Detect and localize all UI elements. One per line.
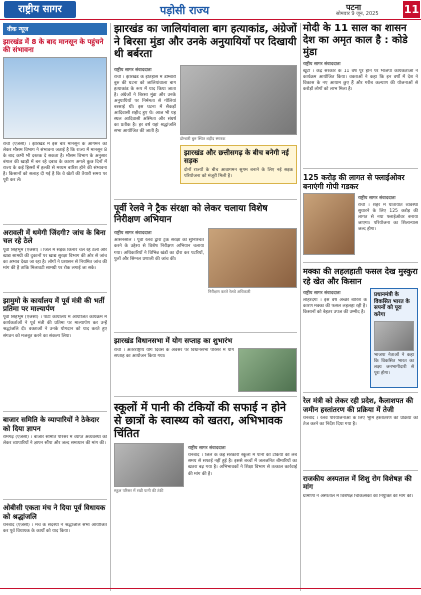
weather-headline: झारखंड में 8 के बाद मानसून के पहुंचने की संभावना — [3, 38, 104, 55]
school-byline: राष्ट्रीय सागर संवाददाता — [188, 446, 226, 452]
maize-headline: मक्का की लहलहाती फसल देख मुस्कुरा रहे खेत और किसान — [303, 267, 418, 286]
page-number: 11 — [403, 3, 420, 16]
side-box-body: भाजपा नेताओं ने कहा कि विकसित भारत का लक्ष्य जनभागीदारी से पूरा होगा। — [374, 352, 414, 376]
hospital-headline: राजकीय अस्पताल में शिशु रोग विशेषज्ञ की मांग — [303, 474, 412, 492]
weather-section-bar: वीक न्यूज — [3, 23, 107, 35]
story-headline: झामुमो के कार्यालय में पूर्व मंत्री की भर्ती प्रतिमा पर माल्यार्पण — [3, 296, 105, 313]
school-body: धनबाद । जिले के कई सरकारी स्कूलों में पानी की टंकियों की लंबे समय से सफाई नहीं हुई है। इससे बच्चों में जलजनित बीमारियों का खतरा बढ़ गया है। अभिभावकों ने शिक्षा विभाग से तत्काल कार्रवाई की मांग की है। — [188, 453, 297, 477]
lead-byline: राष्ट्रीय सागर संवाददाता — [114, 67, 152, 73]
info-box — [180, 145, 297, 184]
masthead — [0, 0, 421, 20]
divider — [303, 470, 418, 471]
divider — [114, 199, 297, 200]
center-column — [114, 23, 297, 499]
rail-story — [114, 228, 297, 328]
story-body: रामगढ़ (एजेंसी) । बाजार समिति परिसर में व्याप्त अव्यवस्था को लेकर व्यापारियों ने ज्ञापन सौंपा और जल्द समाधान की मांग की। — [3, 435, 107, 447]
yoga-body: रांची । अंतरराष्ट्रीय योग दिवस के अवसर पर विधानसभा परिसर में योग सप्ताह का आयोजन किया गया। — [114, 347, 234, 359]
lead-story — [114, 65, 297, 195]
divider — [114, 396, 297, 397]
rail-land-headline: रेल मंत्री को लेकर रही प्रदेश, कैलाशपत की जमीन हस्तांतरण की प्रक्रिया में तेजी — [303, 397, 414, 414]
side-box-photo — [374, 321, 414, 351]
divider — [303, 168, 418, 169]
lead-body: रांची । झारखंड के इतिहास में डोम्बारी बुरु की घटना को जालियांवाला बाग हत्याकांड के रूप में याद किया जाता है। अंग्रेजों ने बिरसा मुंडा और उनके अनुयायियों पर निर्ममता से गोलियां बरसाई थीं। इस घटना में सैकड़ों आदिवासी शहीद हुए थे। आज भी यह स्थल आदिवासी अस्मिता और संघर्ष का प्रतीक है। हर वर्ष यहां श्रद्धांजलि सभा आयोजित की जाती है। — [114, 74, 176, 135]
modi-headline: मोदी के 11 साल का शासन देश का अमृत काल है : कोडे मुंडा — [303, 23, 408, 58]
story-body: पूर्वी सिंहभूम (एजेंसी) । जिले में सड़क किनारे चल रहे ठेलों और खाद्य सामग्री की दुकानों पर खाद्य सुरक्षा विभाग की ओर से जांच का अभाव देखा जा रहा है। लोगों ने प्रशासन से नियमित जांच की मांग की है ताकि मिलावटी सामग्री पर रोक लगाई जा सके। — [3, 247, 107, 271]
dateline: सोमवार 9 जून, 2025 — [336, 11, 379, 17]
info-box-body: दोनों राज्यों के बीच आवागमन सुगम बनाने के लिए नई सड़क परियोजना को मंजूरी मिली है। — [184, 167, 293, 179]
weather-body: रांची (एजेंसी) । झारखंड में इस बार मानसून के आगमन को लेकर मौसम विभाग ने संभावना जताई है कि राज्य में मानसून 8 के बाद कभी भी दस्तक दे सकता है। मौसम विभाग के अनुसार बंगाल की खाड़ी में बन रहे दबाव के कारण अगले कुछ दिनों में राज्य के कई हिस्सों में हल्की से मध्यम बारिश होने की संभावना है। किसानों को सलाह दी गई है कि वे खेतों की तैयारी समय पर पूरी कर लें। — [3, 141, 107, 184]
modi-byline: राष्ट्रीय सागर संवाददाता — [303, 62, 341, 67]
left-column — [3, 23, 107, 553]
divider — [114, 332, 297, 333]
story-body: धनबाद (एजेंसी) । मंच के सदस्यों ने श्रद्धांजलि सभा आयोजित कर पूर्व विधायक के कार्यों को याद किया। — [3, 522, 107, 534]
divider — [303, 392, 418, 393]
lead-headline: झारखंड का जालियांवाला बाग हत्याकांड, अंग्रेजों ने बिरसा मुंडा और उनके अनुयायियों पर दिखायी थी बर्बरता — [114, 23, 297, 61]
rail-photo — [208, 228, 297, 288]
side-box-headline: प्रधानमंत्री के विकसित भारत के सपनों को पूरा करेगा — [374, 292, 410, 318]
flyover-story — [303, 193, 418, 258]
section-title: पड़ोसी राज्य — [160, 4, 210, 17]
water-tank-photo — [114, 443, 184, 487]
story-headline: ओबीसी एकता मंच ने दिया पूर्व विधायक को श्रद्धांजलि — [3, 504, 106, 521]
newspaper-logo: राष्ट्रीय सागर — [4, 1, 76, 18]
flyover-body: रांची । शहर में यातायात व्यवस्था सुधारने के लिए 125 करोड़ की लागत से नया फ्लाईओवर बनाया जाएगा। परियोजना का शिलान्यास जल्द होगा। — [358, 203, 418, 233]
rail-photo-caption: निरीक्षण करते रेलवे अधिकारी — [208, 289, 251, 295]
yoga-photo — [238, 348, 297, 392]
maize-body: लोहरदगा । इस वर्ष अच्छी बारिश के कारण मक्का की फसल लहलहा रही है। किसानों को बेहतर उपज की उम्मीद है। — [303, 298, 367, 316]
right-column — [303, 23, 418, 524]
flyover-byline: राष्ट्रीय सागर संवाददाता — [358, 196, 396, 201]
divider — [3, 224, 107, 225]
divider — [3, 411, 107, 412]
side-box — [370, 288, 418, 388]
weather-photo — [3, 57, 107, 139]
memorial-photo — [180, 65, 297, 135]
yoga-story — [114, 348, 297, 392]
page-footer — [0, 588, 421, 595]
column-rule — [110, 23, 111, 591]
yoga-headline: झारखंड विधानसभा में योग सप्ताह का शुभारंभ — [114, 337, 233, 346]
maize-byline: राष्ट्रीय सागर संवाददाता — [303, 291, 341, 297]
school-story — [114, 443, 297, 499]
story-headline: बाजार समिति के व्यापारियों ने ठेकेदार को दिया ज्ञापन — [3, 416, 100, 433]
story-headline: अरावली में थमेगी जिंदगी? जांच के बिना चल रहे ठेले — [3, 228, 106, 246]
rail-byline: राष्ट्रीय सागर संवाददाता — [114, 231, 152, 237]
rail-body: आसनसोल । पूर्वी रेलवे द्वारा ट्रैक संरक्षा को सुनिश्चित करने के उद्देश्य से विशेष निरीक्षण अभियान चलाया गया। अधिकारियों ने विभिन्न खंडों का दौरा कर पटरियों, पुलों और सिग्नल प्रणाली की जांच की। — [114, 238, 204, 262]
rail-headline: पूर्वी रेलवे ने ट्रैक संरक्षा को लेकर चलाया विशेष निरीक्षण अभियान — [114, 203, 268, 225]
story-body: पूर्वी सिंहभूम (एजेंसी) । पार्टी कार्यालय में आयोजित कार्यक्रम में कार्यकर्ताओं ने पूर्व मंत्री की प्रतिमा पर माल्यार्पण कर उन्हें श्रद्धांजलि दी। वक्ताओं ने उनके योगदान को याद करते हुए संगठन को मजबूत करने का संकल्प लिया। — [3, 315, 107, 339]
hospital-body: ग्रामीणों ने अस्पताल में विशेषज्ञ चिकित्सकों की नियुक्ति की मांग की। — [303, 493, 414, 499]
edition-city: पटना — [346, 3, 362, 12]
school-headline: स्कूलों में पानी की टंकियों की सफाई न होने से छात्रों के स्वास्थ्य को खतरा, अभिभावक चिंतित — [114, 400, 287, 441]
modi-body: खूंटी । केंद्र सरकार के 11 वर्ष पूरे होने पर भाजपा कार्यकर्ताओं ने कार्यक्रम आयोजित किया। वक्ताओं ने कहा कि इन वर्षों में देश ने विकास के नए आयाम छुए हैं और गरीब कल्याण की योजनाओं से करोड़ों लोगों को लाभ मिला है। — [303, 69, 418, 93]
maize-story — [303, 288, 418, 388]
rail-land-body: धनबाद । रेलवे परियोजनाओं के लिए भूमि हस्तांतरण की प्रक्रिया को तेज करने का निर्देश दिया गया है। — [303, 415, 418, 428]
divider — [3, 292, 107, 293]
leader-photo — [303, 193, 355, 255]
column-rule — [300, 23, 301, 591]
school-photo-caption: स्कूल परिसर में रखी पानी की टंकी — [114, 488, 164, 494]
flyover-headline: 125 करोड़ की लागत से फ्लाईओवर बनाएंगी गोपी गडकर — [303, 173, 405, 191]
divider — [303, 262, 418, 263]
divider — [3, 499, 107, 500]
info-box-headline: झारखंड और छत्तीसगढ़ के बीच बनेगी नई सड़क — [184, 148, 289, 166]
lead-photo-caption: डोम्बारी बुरु स्थित शहीद स्मारक — [180, 135, 226, 141]
